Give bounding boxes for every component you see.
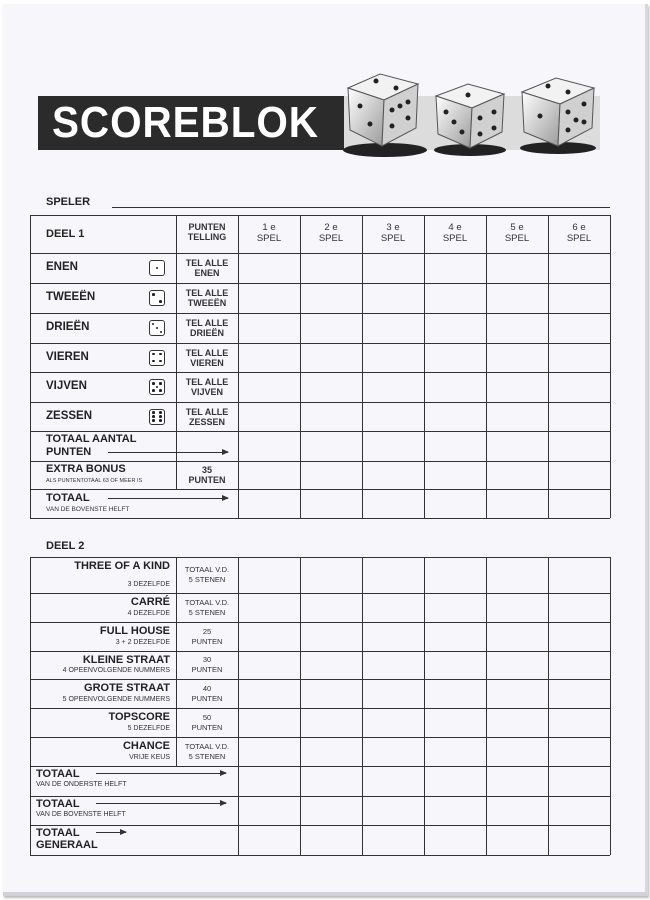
score-cell[interactable] (239, 254, 299, 282)
rule-1: TEL ALLE ENEN (185, 258, 229, 278)
score-cell[interactable] (487, 797, 547, 824)
score-cell[interactable] (487, 558, 547, 592)
pip (159, 353, 162, 356)
score-cell[interactable] (487, 709, 547, 736)
rule-d2-3: 25 PUNTEN (191, 626, 223, 646)
deel1-row-line (30, 215, 610, 216)
score-cell[interactable] (239, 623, 299, 650)
arrow-icon (96, 832, 126, 833)
score-cell[interactable] (301, 254, 361, 282)
pip (152, 411, 155, 414)
score-cell[interactable] (363, 284, 423, 312)
score-cell[interactable] (425, 403, 485, 430)
score-cell[interactable] (425, 738, 485, 765)
score-cell[interactable] (363, 826, 423, 854)
rule-5: TEL ALLE VIJVEN (185, 377, 229, 397)
score-cell[interactable] (363, 623, 423, 650)
score-cell[interactable] (425, 652, 485, 678)
pip (156, 267, 159, 270)
deel1-label: DEEL 1 (46, 228, 85, 240)
row-sub-3: 3 + 2 DEZELFDE (115, 639, 170, 646)
total-label-3: TOTAAL (36, 827, 80, 839)
rule-4: TEL ALLE VIEREN (185, 347, 229, 368)
score-cell[interactable] (425, 680, 485, 707)
score-cell[interactable] (549, 373, 609, 401)
score-cell[interactable] (239, 558, 299, 592)
score-cell[interactable] (487, 623, 547, 650)
game-4-header: 4 e SPEL (442, 222, 468, 244)
row-sub-5: 5 OPEENVOLGENDE NUMMERS (62, 696, 170, 703)
row-label-3: FULL HOUSE (99, 625, 170, 637)
rule-d2-5: 40 PUNTEN (191, 683, 223, 703)
rule-d2-6: 50 PUNTEN (191, 712, 223, 732)
die-2-icon (149, 290, 165, 306)
game-2-header: 2 e SPEL (318, 222, 344, 244)
score-cell[interactable] (301, 826, 361, 854)
row-label-enen: ENEN (46, 261, 78, 273)
score-cell[interactable] (425, 623, 485, 650)
pip (159, 300, 162, 303)
score-cell[interactable] (239, 767, 299, 795)
score-cell[interactable] (549, 314, 609, 342)
pip (152, 293, 155, 296)
score-cell[interactable] (549, 284, 609, 312)
row-label-5: GROTE STRAAT (84, 682, 170, 694)
extra-bonus-sub: ALS PUNTENTOTAAL 63 OF MEER IS (46, 478, 143, 484)
row-label-vieren: VIEREN (46, 350, 89, 363)
rule-6: TEL ALLE ZESSEN (185, 406, 229, 427)
deel1-row-line (30, 461, 610, 462)
score-cell[interactable] (549, 652, 609, 678)
score-cell[interactable] (363, 403, 423, 430)
extra-bonus-label: EXTRA BONUS (46, 463, 126, 475)
pip (152, 419, 155, 422)
row-sub-4: 4 OPEENVOLGENDE NUMMERS (62, 667, 170, 674)
die-4-icon (149, 350, 165, 366)
deel2-label: DEEL 2 (46, 540, 85, 552)
pip (159, 419, 162, 422)
score-cell[interactable] (301, 344, 361, 371)
score-cell[interactable] (363, 254, 423, 282)
score-cell[interactable] (549, 344, 609, 371)
score-cell[interactable] (487, 594, 547, 621)
rule-d2-7: TOTAAL V.D. 5 STENEN (184, 741, 230, 761)
score-cell[interactable] (549, 797, 609, 824)
totaal-sub: VAN DE BOVENSTE HELFT (46, 506, 130, 513)
score-cell[interactable] (425, 373, 485, 401)
totaal-aantal-label: TOTAAL AANTAL (46, 433, 137, 445)
rule-3: TEL ALLE DRIEËN (185, 318, 229, 338)
score-cell[interactable] (239, 652, 299, 678)
score-cell[interactable] (425, 709, 485, 736)
speler-input-line[interactable] (112, 207, 610, 208)
score-cell[interactable] (487, 344, 547, 371)
pip (152, 353, 155, 356)
score-cell[interactable] (301, 314, 361, 342)
score-cell[interactable] (239, 709, 299, 736)
score-cell[interactable] (549, 623, 609, 650)
deel2-row-line (30, 855, 610, 856)
total-label-1: TOTAAL (36, 768, 80, 780)
page-title: SCOREBLOK (52, 98, 319, 147)
game-1-header: 1 e SPEL (256, 222, 282, 244)
pip (159, 415, 162, 418)
score-cell[interactable] (239, 314, 299, 342)
score-cell[interactable] (487, 314, 547, 342)
row-label-zessen: ZESSEN (46, 409, 93, 422)
row-sub-7: VRIJE KEUS (129, 754, 170, 761)
score-cell[interactable] (301, 738, 361, 765)
score-cell[interactable] (549, 709, 609, 736)
deel1-border (610, 215, 611, 518)
total-sub-3: GENERAAL (36, 839, 98, 851)
score-cell[interactable] (549, 680, 609, 707)
speler-label: SPELER (46, 196, 91, 208)
total-sub-1: VAN DE ONDERSTE HELFT (36, 781, 127, 788)
punten-telling-header: PUNTEN TELLING (187, 222, 227, 242)
score-cell[interactable] (239, 344, 299, 371)
score-cell[interactable] (425, 314, 485, 342)
score-cell[interactable] (487, 403, 547, 430)
score-cell[interactable] (301, 709, 361, 736)
score-cell[interactable] (301, 284, 361, 312)
deel1-row-line (30, 489, 610, 490)
score-cell[interactable] (301, 680, 361, 707)
rule-2: TEL ALLE TWEEËN (185, 288, 229, 308)
score-cell[interactable] (487, 254, 547, 282)
score-cell[interactable] (487, 373, 547, 401)
row-label-vijven: VIJVEN (46, 380, 87, 392)
pip (159, 382, 162, 385)
row-sub-2: 4 DEZELFDE (127, 610, 170, 617)
pip (152, 323, 155, 326)
score-cell[interactable] (301, 403, 361, 430)
score-cell[interactable] (549, 738, 609, 765)
score-cell[interactable] (363, 709, 423, 736)
score-cell[interactable] (239, 594, 299, 621)
score-cell[interactable] (425, 767, 485, 795)
pip (156, 327, 159, 330)
row-label-1: THREE OF A KIND (74, 560, 170, 572)
score-cell[interactable] (487, 680, 547, 707)
score-cell[interactable] (301, 558, 361, 592)
score-cell[interactable] (363, 558, 423, 592)
arrow-icon (108, 452, 228, 453)
extra-bonus-value: 35 PUNTEN (188, 465, 226, 485)
score-cell[interactable] (239, 373, 299, 401)
pip (160, 331, 163, 334)
score-cell[interactable] (549, 558, 609, 592)
rule-d2-1: TOTAAL V.D. 5 STENEN (184, 565, 230, 584)
pip (152, 382, 155, 385)
score-cell[interactable] (487, 284, 547, 312)
die-5-icon (149, 379, 165, 395)
deel1-row-line (30, 431, 610, 432)
arrow-icon (96, 773, 226, 774)
score-cell[interactable] (363, 797, 423, 824)
pip (159, 389, 162, 392)
score-cell[interactable] (549, 767, 609, 795)
score-cell[interactable] (239, 680, 299, 707)
score-cell[interactable] (487, 652, 547, 678)
arrow-icon (96, 803, 226, 804)
pip (152, 415, 155, 418)
die-3-icon (149, 320, 165, 336)
score-cell[interactable] (301, 373, 361, 401)
score-cell[interactable] (487, 767, 547, 795)
total-sub-2: VAN DE BOVENSTE HELFT (36, 811, 126, 818)
game-5-header: 5 e SPEL (504, 222, 530, 244)
pip (156, 386, 159, 389)
rule-d2-2: TOTAAL V.D. 5 STENEN (184, 597, 230, 617)
score-cell[interactable] (301, 594, 361, 621)
pip (152, 360, 155, 363)
score-cell[interactable] (425, 284, 485, 312)
score-cell[interactable] (363, 314, 423, 342)
score-cell[interactable] (301, 797, 361, 824)
row-label-tweeën: TWEEËN (46, 291, 96, 303)
row-label-6: TOPSCORE (108, 711, 170, 723)
score-cell[interactable] (425, 826, 485, 854)
deel1-row-line (30, 518, 610, 519)
score-cell[interactable] (425, 254, 485, 282)
row-label-4: KLEINE STRAAT (82, 654, 170, 666)
score-cell[interactable] (363, 344, 423, 371)
score-cell[interactable] (425, 558, 485, 592)
score-cell[interactable] (363, 373, 423, 401)
score-cell[interactable] (239, 284, 299, 312)
score-cell[interactable] (549, 403, 609, 430)
pip (159, 360, 162, 363)
score-cell[interactable] (487, 826, 547, 854)
game-3-header: 3 e SPEL (380, 222, 406, 244)
score-cell[interactable] (239, 403, 299, 430)
die-1-icon (149, 260, 165, 276)
score-cell[interactable] (549, 826, 609, 854)
totaal-punten-label: PUNTEN (46, 446, 92, 458)
score-cell[interactable] (549, 254, 609, 282)
die-3-icon (520, 78, 596, 154)
score-cell[interactable] (301, 623, 361, 650)
score-cell[interactable] (239, 738, 299, 765)
score-cell[interactable] (363, 767, 423, 795)
score-cell[interactable] (425, 594, 485, 621)
score-cell[interactable] (301, 652, 361, 678)
arrow-icon (108, 498, 228, 499)
die-6-icon (149, 409, 165, 425)
score-cell[interactable] (363, 652, 423, 678)
deel2-border (610, 557, 611, 855)
score-cell[interactable] (425, 344, 485, 371)
row-label-drieën: DRIEËN (46, 321, 90, 333)
row-label-7: CHANCE (122, 740, 170, 752)
dice-illustration-icon (340, 66, 610, 166)
row-sub-1: 3 DEZELFDE (127, 581, 170, 588)
score-cell[interactable] (301, 767, 361, 795)
deel1-border (30, 215, 31, 518)
score-cell[interactable] (239, 797, 299, 824)
score-cell[interactable] (487, 738, 547, 765)
score-cell[interactable] (363, 680, 423, 707)
die-1-icon (343, 74, 427, 157)
pip (152, 389, 155, 392)
die-2-icon (434, 84, 506, 156)
score-cell[interactable] (549, 594, 609, 621)
row-label-2: CARRÉ (130, 596, 170, 608)
score-cell[interactable] (363, 594, 423, 621)
row-sub-6: 5 DEZELFDE (127, 725, 170, 732)
score-cell[interactable] (239, 826, 299, 854)
totaal-label: TOTAAL (46, 492, 90, 504)
score-cell[interactable] (425, 797, 485, 824)
score-cell[interactable] (363, 738, 423, 765)
pip (159, 411, 162, 414)
game-6-header: 6 e SPEL (566, 222, 592, 244)
total-label-2: TOTAAL (36, 798, 80, 810)
rule-d2-4: 30 PUNTEN (191, 655, 223, 674)
